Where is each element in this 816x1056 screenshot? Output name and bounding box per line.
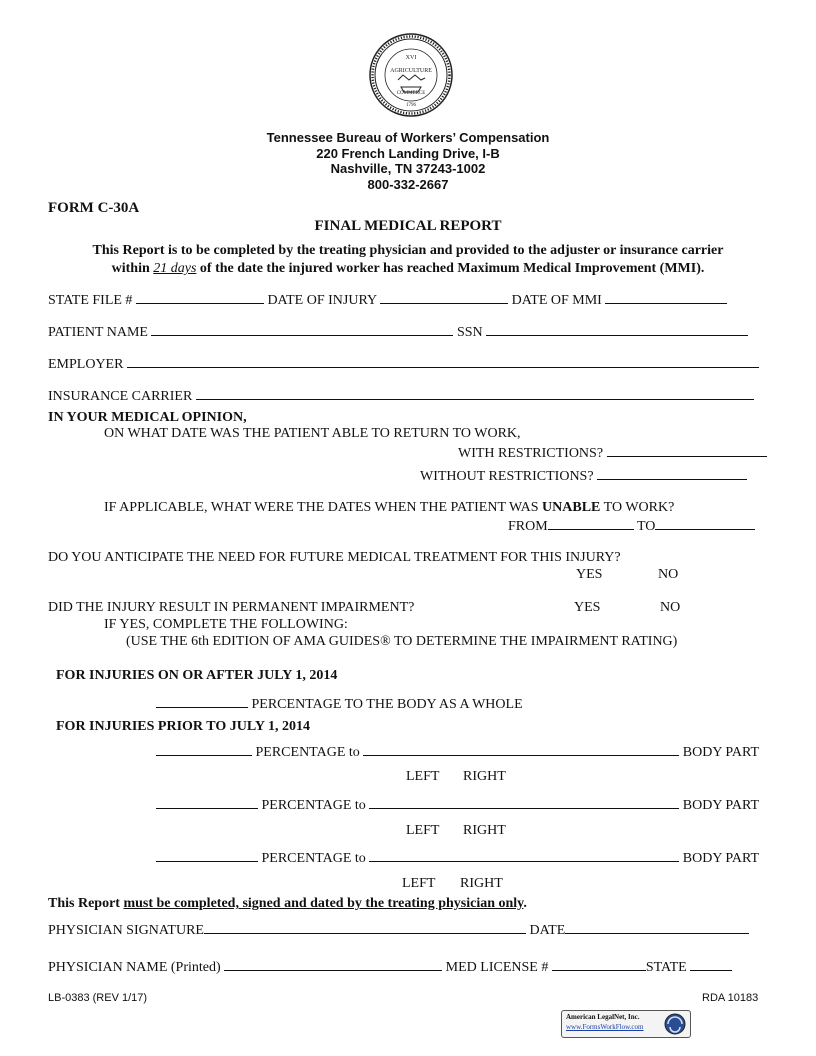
patient-row [48,323,748,341]
org-address-1: 220 French Landing Drive, I-B [316,146,500,161]
org-address-2: Nashville, TN 37243-1002 [330,161,486,176]
med-license-label: MED LICENSE # [445,960,549,975]
without-restrictions-input[interactable] [597,467,747,480]
impairment-no[interactable]: NO [660,600,681,615]
unable-question: IF APPLICABLE, WHAT WERE THE DATES WHEN THE PATIENT WAS UNABLE TO WORK? [104,500,675,515]
opinion-heading: IN YOUR MEDICAL OPINION, [48,410,247,425]
prior-3-body-part-label: BODY PART [682,851,760,866]
prior-1-right[interactable]: RIGHT [463,769,506,784]
state-file-input[interactable] [136,291,264,304]
insurance-row [48,387,754,405]
impairment-if-yes: IF YES, COMPLETE THE FOLLOWING: [104,617,348,632]
return-question: ON WHAT DATE WAS THE PATIENT ABLE TO RETURN TO WORK, [104,426,521,441]
prior-3-body-part-input[interactable] [369,849,679,862]
insurance-carrier-label: INSURANCE CARRIER [48,389,193,404]
body-whole-label: PERCENTAGE TO THE BODY AS A WHOLE [251,697,523,712]
with-restrictions-label: WITH RESTRICTIONS? [458,446,604,461]
future-treatment-question: DO YOU ANTICIPATE THE NEED FOR FUTURE MEDICAL TREATMENT FOR THIS INJURY? [48,550,621,565]
logo-url[interactable]: www.FormsWorkFlow.com [566,1023,644,1031]
prior-3-left[interactable]: LEFT [402,876,436,891]
ama-note: (USE THE 6th EDITION OF AMA GUIDES® TO DETERMINE THE IMPAIRMENT RATING) [126,634,678,649]
impairment-question: DID THE INJURY RESULT IN PERMANENT IMPAIRMENT? [48,600,415,615]
prior-2-left[interactable]: LEFT [406,823,440,838]
intro-line-2: within 21 days of the date the injured worker has reached Maximum Medical Improvement (MMI). [111,261,705,276]
prior-1-left[interactable]: LEFT [406,769,440,784]
ssn-input[interactable] [486,323,748,336]
prior-1-percentage-label: PERCENTAGE to [255,745,360,760]
physician-signature-label: PHYSICIAN SIGNATURE [48,923,204,938]
insurance-carrier-input[interactable] [196,387,754,400]
ssn-label: SSN [456,325,483,340]
body-whole-row [156,695,523,713]
physician-name-label: PHYSICIAN NAME (Printed) [48,960,221,975]
from-input[interactable] [548,517,634,530]
future-no[interactable]: NO [658,567,679,582]
signature-date-label: DATE [529,923,566,938]
with-restrictions-row [458,444,767,462]
with-restrictions-input[interactable] [607,444,767,457]
body-whole-percentage-input[interactable] [156,695,248,708]
globe-icon [663,1012,687,1036]
physician-signature-row [48,921,749,939]
prior-1-body-part-input[interactable] [363,743,679,756]
prior-3-percentage-label: PERCENTAGE to [261,851,366,866]
prior-3-percentage-input[interactable] [156,849,258,862]
state-file-row [48,291,727,309]
without-restrictions-label: WITHOUT RESTRICTIONS? [420,469,594,484]
prior-2-body-part-input[interactable] [369,796,679,809]
intro-line-1: This Report is to be completed by the treating physician and provided to the adjuster or insurance carrier [92,243,724,258]
rda-code: RDA 10183 [702,992,759,1004]
prior-row-3 [156,849,759,867]
state-file-label: STATE FILE # [48,293,133,308]
seal-year: 1796 [406,103,416,108]
signature-date-input[interactable] [565,921,749,934]
employer-input[interactable] [127,355,759,368]
date-of-mmi-label: DATE OF MMI [511,293,602,308]
patient-name-label: PATIENT NAME [48,325,148,340]
intro-days: 21 days [153,261,197,276]
impairment-yes[interactable]: YES [574,600,601,615]
org-name: Tennessee Bureau of Workers’ Compensation [266,130,550,145]
prior-3-right[interactable]: RIGHT [460,876,503,891]
form-code: LB-0383 (REV 1/17) [48,992,148,1004]
prior-row-2 [156,796,759,814]
unable-word: UNABLE [542,500,601,515]
prior-2014-heading: FOR INJURIES PRIOR TO JULY 1, 2014 [56,719,310,734]
state-input[interactable] [690,958,732,971]
physician-name-input[interactable] [224,958,442,971]
med-license-input[interactable] [552,958,646,971]
org-phone: 800-332-2667 [367,177,449,192]
date-of-injury-label: DATE OF INJURY [267,293,377,308]
future-yes[interactable]: YES [576,567,603,582]
page-title: FINAL MEDICAL REPORT [314,218,502,234]
signature-notice: This Report must be completed, signed and dated by the treating physician only. [48,896,527,911]
employer-label: EMPLOYER [48,357,124,372]
from-to-row [508,517,755,535]
american-legalnet-logo[interactable] [561,1010,691,1038]
from-label: FROM [508,519,548,534]
prior-1-percentage-input[interactable] [156,743,252,756]
physician-signature-input[interactable] [204,921,526,934]
employer-row [48,355,759,373]
prior-2-body-part-label: BODY PART [682,798,760,813]
physician-name-row [48,958,732,976]
form-id: FORM C-30A [48,200,140,216]
to-input[interactable] [655,517,755,530]
without-restrictions-row [420,467,747,485]
prior-row-1 [156,743,759,761]
date-of-injury-input[interactable] [380,291,508,304]
after-2014-heading: FOR INJURIES ON OR AFTER JULY 1, 2014 [56,668,338,683]
state-label: STATE [645,960,687,975]
date-of-mmi-input[interactable] [605,291,727,304]
prior-2-percentage-input[interactable] [156,796,258,809]
prior-2-percentage-label: PERCENTAGE to [261,798,366,813]
prior-1-body-part-label: BODY PART [682,745,760,760]
seal-commerce: COMMERCE [396,91,426,96]
prior-2-right[interactable]: RIGHT [463,823,506,838]
seal-roman: XVI [405,55,417,61]
seal-agriculture: AGRICULTURE [390,68,432,74]
patient-name-input[interactable] [151,323,453,336]
tennessee-state-seal [368,32,454,118]
to-label: TO [636,519,656,534]
logo-name: American LegalNet, Inc. [566,1013,640,1021]
